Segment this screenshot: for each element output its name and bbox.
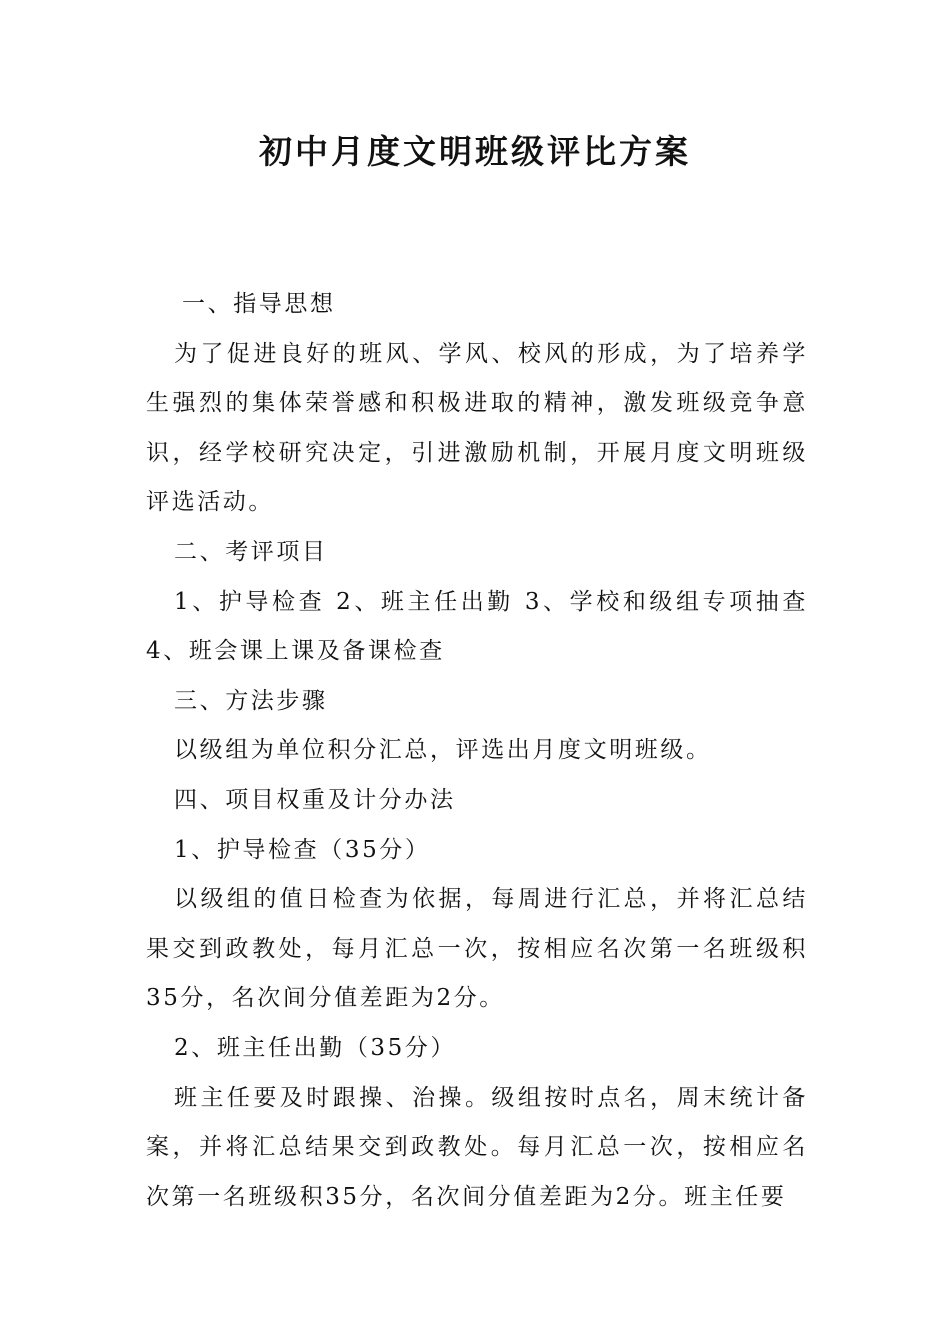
subheading-teacher-attendance: 2、班主任出勤（35分）	[174, 1034, 457, 1061]
paragraph-evaluation-items: 1、护导检查 2、班主任出勤 3、学校和级组专项抽查4、班会课上课及备课检查	[146, 588, 808, 665]
document-title: 初中月度文明班级评比方案	[259, 132, 691, 171]
section-heading-evaluation-items: 二、考评项目	[174, 538, 328, 565]
section-heading-guiding-idea: 一、指导思想	[182, 291, 336, 317]
subheading-patrol-check: 1、护导检查（35分）	[174, 836, 431, 863]
paragraph-methods: 以级组为单位积分汇总，评选出月度文明班级。	[174, 737, 712, 764]
section-heading-weights: 四、项目权重及计分办法	[174, 786, 456, 813]
paragraph-guiding-idea: 为了促进良好的班风、学风、校风的形成，为了培养学生强烈的集体荣誉感和积极进取的精神，激发班级竞争意识，经学校研究决定，引进激励机制，开展月度文明班级评选活动。	[146, 340, 808, 516]
paragraph-teacher-attendance: 班主任要及时跟操、治操。级组按时点名，周末统计备案，并将汇总结果交到政教处。每月汇总一次，按相应名次第一名班级积35分，名次间分值差距为2分。班主任要	[146, 1084, 808, 1210]
document-body	[146, 280, 808, 1222]
paragraph-patrol-check: 以级组的值日检查为依据，每周进行汇总，并将汇总结果交到政教处，每月汇总一次，按相应名次第一名班级积35分，名次间分值差距为2分。	[146, 886, 808, 1012]
section-heading-methods: 三、方法步骤	[174, 687, 328, 714]
